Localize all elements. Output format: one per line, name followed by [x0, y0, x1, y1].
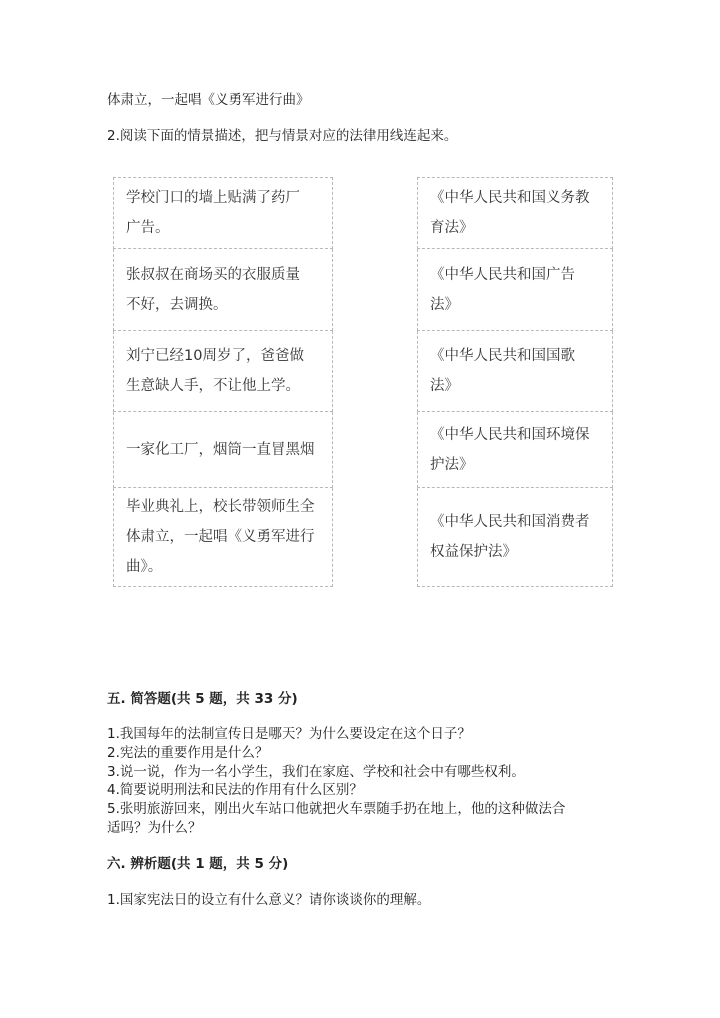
section-5-question-3: 3.说一说，作为一名小学生，我们在家庭、学校和社会中有哪些权利。 [107, 764, 525, 780]
question-2-prompt: 2.阅读下面的情景描述，把与情景对应的法律用线连起来。 [107, 128, 458, 144]
section-5-title: 五. 简答题(共 5 题，共 33 分) [107, 691, 298, 707]
law-text: 《中华人民共和国义务教 育法》 [430, 190, 590, 236]
scenario-text: 毕业典礼上，校长带领师生全 体肃立，一起唱《义勇军进行 曲》。 [126, 499, 315, 575]
law-text: 《中华人民共和国消费者 权益保护法》 [430, 514, 590, 560]
law-cell [418, 249, 613, 331]
section-5-question-1: 1.我国每年的法制宣传日是哪天？为什么要设定在这个日子？ [107, 726, 471, 742]
scenario-text: 学校门口的墙上贴满了药厂 广告。 [126, 190, 300, 236]
law-cell [418, 331, 613, 412]
scenario-cell [114, 249, 333, 331]
scenario-text: 一家化工厂，烟筒一直冒黑烟 [126, 441, 315, 458]
section-6-title: 六. 辨析题(共 1 题，共 5 分) [107, 856, 289, 872]
law-text: 《中华人民共和国广告 法》 [430, 266, 575, 313]
scenario-cell [114, 488, 333, 587]
scenario-text: 刘宁已经10周岁了，爸爸做 生意缺人手，不让他上学。 [126, 348, 304, 394]
section-5-question-4: 4.简要说明刑法和民法的作用有什么区别？ [107, 782, 363, 798]
law-table [417, 177, 613, 587]
law-cell [418, 412, 613, 488]
law-cell [418, 488, 613, 587]
continued-line: 体肃立，一起唱《义勇军进行曲》 [107, 92, 310, 108]
section-5-question-5-line-2: 适吗？为什么？ [107, 820, 202, 836]
section-6-question-1: 1.国家宪法日的设立有什么意义？请你谈谈你的理解。 [107, 892, 431, 908]
scenario-cell [114, 412, 333, 488]
law-cell [418, 178, 613, 249]
scenario-text: 张叔叔在商场买的衣服质量 不好，去调换。 [126, 266, 300, 313]
law-text: 《中华人民共和国国歌 法》 [430, 348, 575, 394]
section-5-question-5-line-1: 5.张明旅游回来，刚出火车站口他就把火车票随手扔在地上，他的这种做法合 [107, 801, 566, 817]
section-5-question-2: 2.宪法的重要作用是什么？ [107, 745, 269, 761]
scenario-table [113, 177, 333, 587]
scenario-cell [114, 178, 333, 249]
scenario-cell [114, 331, 333, 412]
law-text: 《中华人民共和国环境保 护法》 [430, 426, 590, 473]
